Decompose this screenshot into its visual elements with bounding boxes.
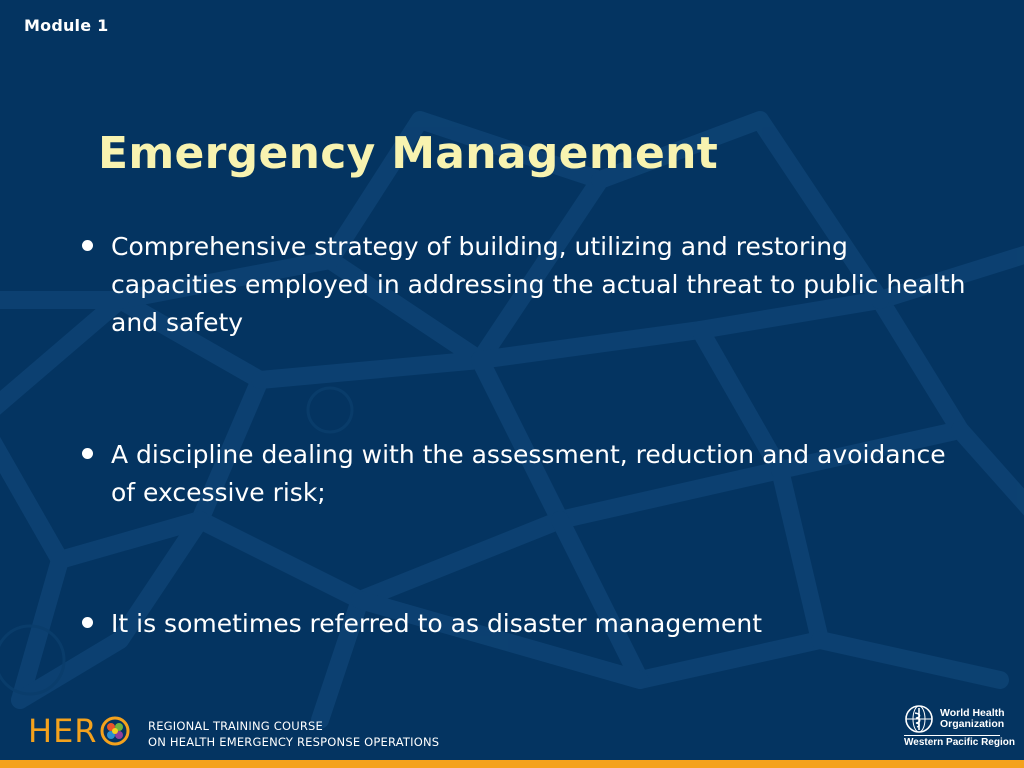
hero-logo-text: HER [28,712,98,750]
footer [0,700,1024,768]
hero-globe-icon [100,716,130,746]
bullet-dot-icon [82,617,93,628]
bottom-accent-bar [0,760,1024,768]
bullet-item [80,228,971,342]
bullet-item [80,605,971,643]
who-line-2: Organization [940,718,1005,730]
course-line-2: ON HEALTH EMERGENCY RESPONSE OPERATIONS [148,735,440,749]
bullet-item [80,436,971,512]
course-line-1: REGIONAL TRAINING COURSE [148,719,323,733]
course-text [148,718,439,750]
hero-logo [28,714,130,748]
bullet-text: Comprehensive strategy of building, utilizing and restoring capacities employed in addressing the actual threat to public health and safety [111,232,966,337]
module-label: Module 1 [24,16,109,35]
bullet-text: It is sometimes referred to as disaster management [111,609,763,638]
bullet-dot-icon [82,240,93,251]
who-name [940,708,1005,730]
bullet-text: A discipline dealing with the assessment, reduction and avoidance of excessive risk; [111,440,946,507]
who-line-1: World Health [940,707,1005,719]
who-divider [904,735,1000,736]
who-region: Western Pacific Region [904,737,1015,748]
bullet-dot-icon [82,448,93,459]
slide-title: Emergency Management [98,128,719,179]
who-emblem-icon [904,704,934,734]
